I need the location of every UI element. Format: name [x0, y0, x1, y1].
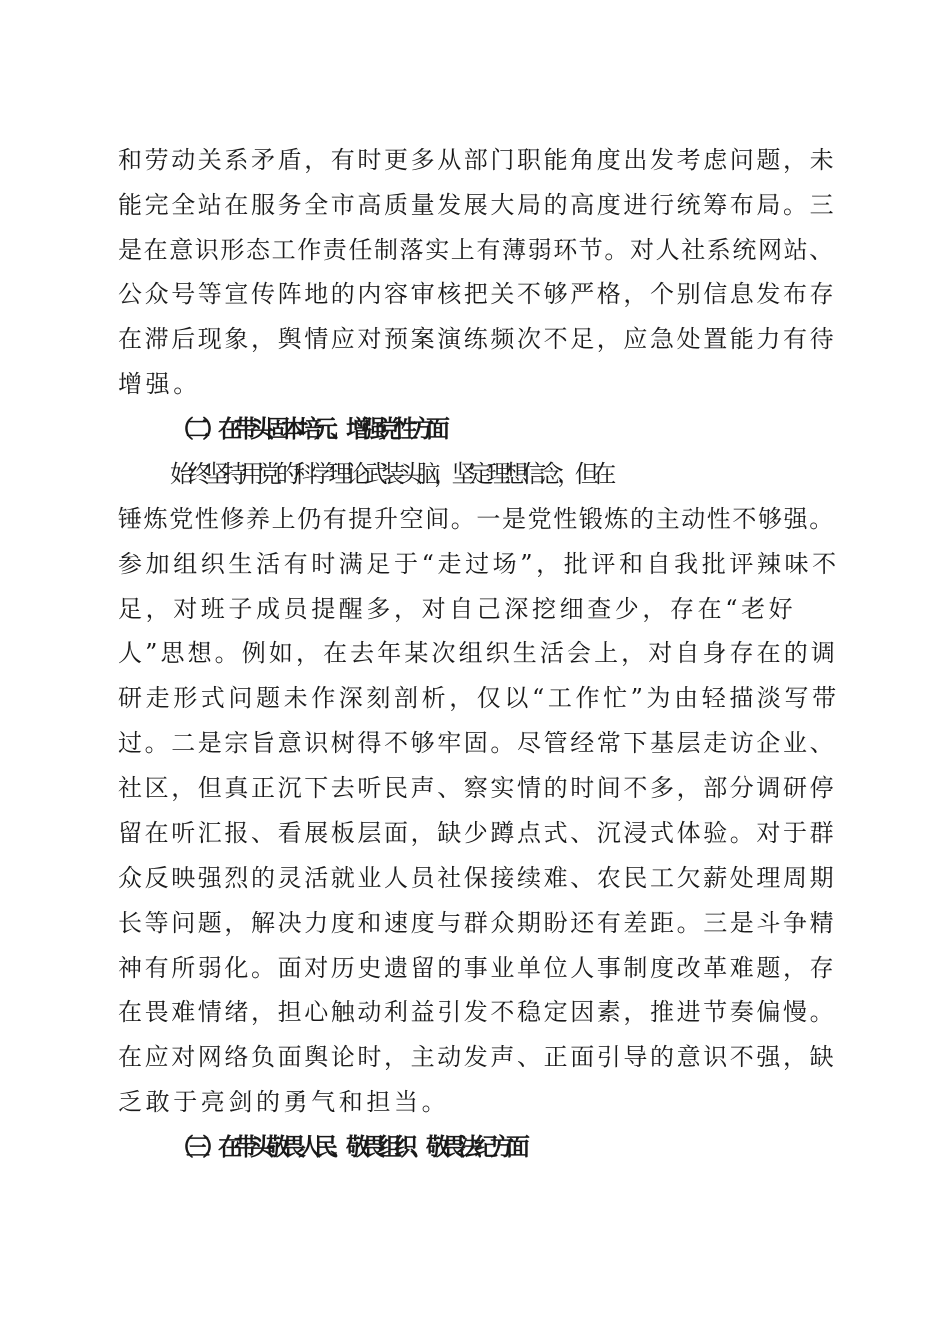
- text-line: 过。二是宗旨意识树得不够牢固。尽管经常下基层走访企业、: [118, 729, 837, 757]
- text-line: 众反映强烈的灵活就业人员社保接续难、农民工欠薪处理周期: [118, 864, 837, 892]
- section-heading-3: （三）在带头敬畏人民、敬畏组织、敬畏法纪方面: [170, 1132, 522, 1161]
- text-line: 在畏难情绪，担心触动利益引发不稳定因素，推进节奏偏慢。: [118, 998, 837, 1026]
- text-line: 锤炼党性修养上仍有提升空间。一是党性锻炼的主动性不够强。: [118, 505, 835, 533]
- text-line: 在应对网络负面舆论时，主动发声、正面引导的意识不强，缺: [118, 1043, 837, 1071]
- text-line: 和劳动关系矛盾，有时更多从部门职能角度出发考虑问题，未: [118, 146, 837, 174]
- text-line: 社区，但真正沉下去听民声、察实情的时间不多，部分调研停: [118, 774, 837, 802]
- text-line: 足，对班子成员提醒多，对自己深挖细查少，存在“老好: [118, 595, 797, 623]
- text-line: 神有所弱化。面对历史遗留的事业单位人事制度改革难题，存: [118, 954, 837, 982]
- text-line: 能完全站在服务全市高质量发展大局的高度进行统筹布局。三: [118, 191, 837, 219]
- text-line: 在滞后现象，舆情应对预案演练频次不足，应急处置能力有待: [118, 325, 837, 353]
- paragraph-first-line: 始终坚持用党的科学理论武装头脑，坚定理想信念，但在: [170, 460, 610, 488]
- text-line: 研走形式问题未作深刻剖析，仅以“工作忙”为由轻描淡写带: [118, 684, 840, 712]
- text-line: 人”思想。例如，在去年某次组织生活会上，对自身存在的调: [118, 639, 838, 667]
- text-line: 公众号等宣传阵地的内容审核把关不够严格，个别信息发布存: [118, 280, 837, 308]
- text-line: 长等问题，解决力度和速度与群众期盼还有差距。三是斗争精: [118, 909, 837, 937]
- text-line: 留在听汇报、看展板层面，缺少蹲点式、沉浸式体验。对于群: [118, 819, 837, 847]
- text-line: 参加组织生活有时满足于“走过场”，批评和自我批评辣味不: [118, 550, 840, 578]
- section-heading-2: （二）在带头固本培元、增强党性方面: [170, 414, 442, 443]
- text-line: 是在意识形态工作责任制落实上有薄弱环节。对人社系统网站、: [118, 236, 835, 264]
- text-line: 乏敢于亮剑的勇气和担当。: [118, 1088, 450, 1116]
- text-line: 增强。: [118, 370, 201, 398]
